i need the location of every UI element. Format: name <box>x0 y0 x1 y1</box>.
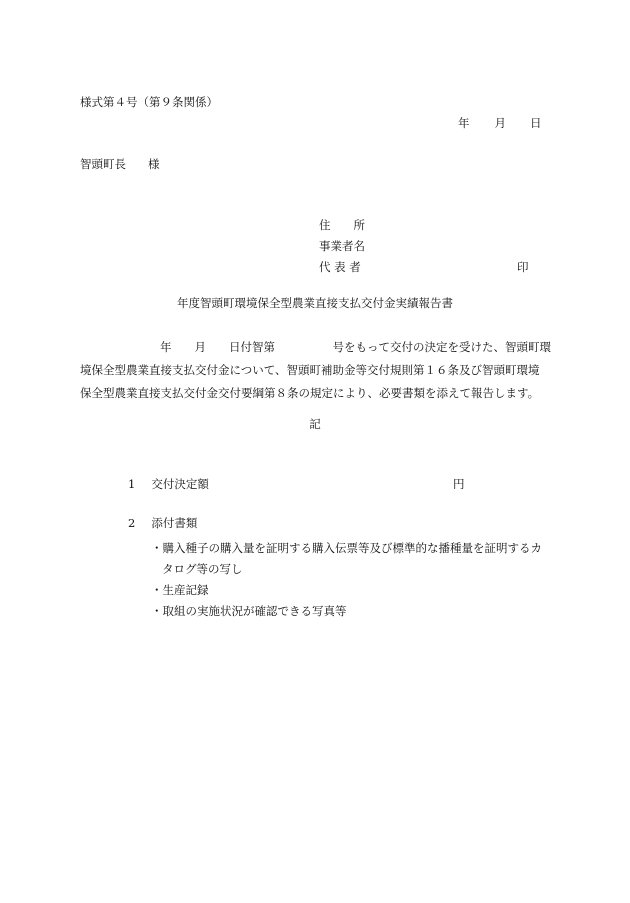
body-paragraph <box>80 336 550 405</box>
form-number: 様式第４号（第９条関係） <box>80 95 218 109</box>
attachment-item-continued: タログ等の写し <box>162 562 243 576</box>
item-2-label: 添付書類 <box>151 516 198 530</box>
addressee-name: 智頭町長 <box>80 157 126 171</box>
addressee <box>80 159 160 171</box>
attachment-item: ・取組の実施状況が確認できる写真等 <box>151 604 347 618</box>
attachment-item: ・購入種子の購入量を証明する購入伝票等及び標準的な播種量を証明するカ <box>151 541 542 555</box>
item-1-unit: 円 <box>453 477 465 491</box>
business-name-label: 事業者名 <box>319 239 365 253</box>
date-month-label: 月 <box>494 116 506 130</box>
item-1 <box>128 479 209 491</box>
address-label: 住 所 <box>319 218 365 232</box>
attachment-item: ・生産記録 <box>151 583 209 597</box>
seal-mark: 印 <box>517 260 529 274</box>
body-line-2: 境保全型農業直接支払交付金について、智頭町補助金等交付規則第１６条及び智頭町環境 <box>80 363 540 377</box>
date-line <box>458 118 542 130</box>
item-2-number: 2 <box>128 516 136 530</box>
address-row <box>319 220 365 241</box>
applicant-block <box>319 218 529 283</box>
item-1-label: 交付決定額 <box>151 477 209 491</box>
attachment-list <box>151 538 542 622</box>
date-year-label: 年 <box>458 116 470 130</box>
representative-row <box>319 260 529 283</box>
body-line-1: 年 月 日付智第 号をもって交付の決定を受けた、智頭町環 <box>160 340 551 354</box>
item-1-number: 1 <box>128 477 136 491</box>
body-line-3: 保全型農業直接支払交付金交付要綱第８条の規定により、必要書類を添えて報告します。 <box>80 386 540 400</box>
business-name-row <box>319 241 365 262</box>
document-title: 年度智頭町環境保全型農業直接支払交付金実績報告書 <box>177 296 453 310</box>
ki-heading: 記 <box>309 417 321 431</box>
addressee-honorific: 様 <box>148 157 160 171</box>
item-2 <box>128 518 197 530</box>
representative-label: 代 表 者 <box>319 260 361 274</box>
date-day-label: 日 <box>530 116 542 130</box>
